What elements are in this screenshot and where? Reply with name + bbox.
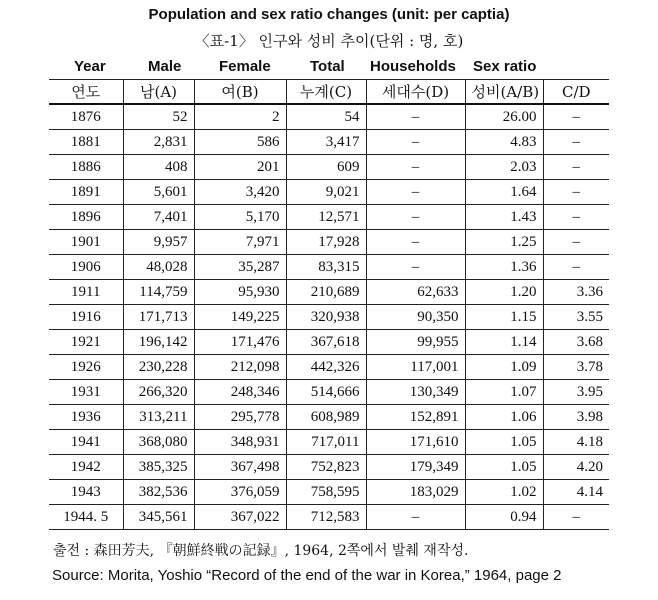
- cell-c-d: 3.36: [543, 280, 609, 305]
- cell-male: 52: [123, 104, 194, 130]
- cell-sex-ratio: 1.02: [465, 480, 543, 505]
- cell-sex-ratio: 4.83: [465, 130, 543, 155]
- korean-title: 〈표-1〉 인구와 성비 추이(단위 : 명, 호): [194, 32, 464, 50]
- table-row: [49, 355, 609, 380]
- cell-female: 35,287: [194, 255, 286, 280]
- cell-sex-ratio: 1.36: [465, 255, 543, 280]
- cell-total: 12,571: [286, 205, 366, 230]
- cell-male: 313,211: [123, 405, 194, 430]
- cell-male: 7,401: [123, 205, 194, 230]
- cell-total: 9,021: [286, 180, 366, 205]
- cell-sex-ratio: 1.05: [465, 430, 543, 455]
- cell-female: 201: [194, 155, 286, 180]
- cell-c-d: –: [543, 255, 609, 280]
- english-header-female: Female: [219, 58, 271, 75]
- cell-year: 1886: [49, 155, 123, 180]
- cell-female: 248,346: [194, 380, 286, 405]
- cell-households: 171,610: [366, 430, 465, 455]
- cell-c-d: –: [543, 230, 609, 255]
- cell-households: 117,001: [366, 355, 465, 380]
- cell-total: 210,689: [286, 280, 366, 305]
- cell-c-d: 3.78: [543, 355, 609, 380]
- cell-c-d: 3.55: [543, 305, 609, 330]
- cell-total: 609: [286, 155, 366, 180]
- cell-female: 149,225: [194, 305, 286, 330]
- cell-year: 1876: [49, 104, 123, 130]
- cell-year: 1936: [49, 405, 123, 430]
- table-header-row: [49, 80, 609, 105]
- cell-male: 345,561: [123, 505, 194, 530]
- cell-sex-ratio: 1.07: [465, 380, 543, 405]
- cell-total: 3,417: [286, 130, 366, 155]
- cell-female: 7,971: [194, 230, 286, 255]
- cell-female: 2: [194, 104, 286, 130]
- cell-total: 752,823: [286, 455, 366, 480]
- cell-female: 586: [194, 130, 286, 155]
- cell-female: 367,498: [194, 455, 286, 480]
- cell-households: –: [366, 180, 465, 205]
- cell-households: –: [366, 505, 465, 530]
- cell-male: 408: [123, 155, 194, 180]
- cell-sex-ratio: 1.64: [465, 180, 543, 205]
- cell-c-d: 3.68: [543, 330, 609, 355]
- cell-female: 367,022: [194, 505, 286, 530]
- cell-total: 17,928: [286, 230, 366, 255]
- cell-male: 368,080: [123, 430, 194, 455]
- table-row: [49, 380, 609, 405]
- cell-year: 1944. 5: [49, 505, 123, 530]
- cell-sex-ratio: 1.25: [465, 230, 543, 255]
- table-row: [49, 430, 609, 455]
- english-source-note: Source: Morita, Yoshio “Record of the end of the war in Korea,” 1964, page 2: [52, 567, 562, 584]
- cell-male: 171,713: [123, 305, 194, 330]
- cell-male: 382,536: [123, 480, 194, 505]
- cell-c-d: –: [543, 180, 609, 205]
- table-row: [49, 205, 609, 230]
- table-row: [49, 180, 609, 205]
- cell-sex-ratio: 1.43: [465, 205, 543, 230]
- cell-c-d: 4.20: [543, 455, 609, 480]
- cell-total: 54: [286, 104, 366, 130]
- cell-households: 183,029: [366, 480, 465, 505]
- english-column-headers: [0, 58, 658, 80]
- cell-total: 83,315: [286, 255, 366, 280]
- cell-total: 712,583: [286, 505, 366, 530]
- table-row: [49, 455, 609, 480]
- cell-male: 9,957: [123, 230, 194, 255]
- cell-year: 1926: [49, 355, 123, 380]
- cell-c-d: –: [543, 505, 609, 530]
- cell-c-d: 3.95: [543, 380, 609, 405]
- cell-c-d: –: [543, 205, 609, 230]
- cell-male: 196,142: [123, 330, 194, 355]
- cell-year: 1941: [49, 430, 123, 455]
- korean-source-note: 출전 : 森田芳夫, 『朝鮮終戦の記録』, 1964, 2쪽에서 발췌 재작성.: [53, 543, 469, 559]
- cell-year: 1911: [49, 280, 123, 305]
- cell-c-d: –: [543, 155, 609, 180]
- cell-year: 1931: [49, 380, 123, 405]
- table-row: [49, 405, 609, 430]
- table-row: [49, 130, 609, 155]
- cell-households: –: [366, 104, 465, 130]
- cell-total: 514,666: [286, 380, 366, 405]
- header-households: 세대수(D): [366, 80, 465, 105]
- cell-male: 266,320: [123, 380, 194, 405]
- cell-households: 179,349: [366, 455, 465, 480]
- cell-total: 758,595: [286, 480, 366, 505]
- cell-year: 1906: [49, 255, 123, 280]
- cell-sex-ratio: 1.20: [465, 280, 543, 305]
- cell-total: 320,938: [286, 305, 366, 330]
- cell-c-d: 4.14: [543, 480, 609, 505]
- cell-households: 152,891: [366, 405, 465, 430]
- cell-c-d: –: [543, 130, 609, 155]
- table-row: [49, 330, 609, 355]
- cell-total: 442,326: [286, 355, 366, 380]
- table-row: [49, 104, 609, 130]
- cell-year: 1921: [49, 330, 123, 355]
- header-male: 남(A): [123, 80, 194, 105]
- cell-year: 1943: [49, 480, 123, 505]
- cell-female: 95,930: [194, 280, 286, 305]
- cell-male: 230,228: [123, 355, 194, 380]
- cell-total: 717,011: [286, 430, 366, 455]
- english-header-total: Total: [310, 58, 345, 75]
- english-header-year: Year: [74, 58, 106, 75]
- cell-year: 1942: [49, 455, 123, 480]
- cell-male: 385,325: [123, 455, 194, 480]
- cell-households: –: [366, 130, 465, 155]
- cell-year: 1881: [49, 130, 123, 155]
- english-header-households: Households: [370, 58, 456, 75]
- cell-sex-ratio: 1.05: [465, 455, 543, 480]
- table-row: [49, 155, 609, 180]
- cell-households: –: [366, 155, 465, 180]
- cell-year: 1896: [49, 205, 123, 230]
- cell-sex-ratio: 26.00: [465, 104, 543, 130]
- table-row: [49, 480, 609, 505]
- header-year: 연도: [49, 80, 123, 105]
- population-table: [49, 79, 609, 530]
- cell-c-d: 4.18: [543, 430, 609, 455]
- table-row: [49, 255, 609, 280]
- cell-year: 1916: [49, 305, 123, 330]
- cell-male: 2,831: [123, 130, 194, 155]
- table-row: [49, 505, 609, 530]
- cell-households: 99,955: [366, 330, 465, 355]
- table-row: [49, 305, 609, 330]
- header-c-d: C/D: [543, 80, 609, 105]
- cell-male: 114,759: [123, 280, 194, 305]
- cell-female: 376,059: [194, 480, 286, 505]
- table-row: [49, 230, 609, 255]
- cell-sex-ratio: 0.94: [465, 505, 543, 530]
- english-header-male: Male: [148, 58, 182, 75]
- header-sex-ratio: 성비(A/B): [465, 80, 543, 105]
- cell-households: –: [366, 205, 465, 230]
- cell-female: 171,476: [194, 330, 286, 355]
- cell-male: 48,028: [123, 255, 194, 280]
- cell-female: 3,420: [194, 180, 286, 205]
- cell-year: 1901: [49, 230, 123, 255]
- header-female: 여(B): [194, 80, 286, 105]
- cell-male: 5,601: [123, 180, 194, 205]
- cell-households: –: [366, 255, 465, 280]
- cell-female: 5,170: [194, 205, 286, 230]
- cell-sex-ratio: 2.03: [465, 155, 543, 180]
- english-title: Population and sex ratio changes (unit: per captia): [148, 6, 510, 23]
- cell-total: 367,618: [286, 330, 366, 355]
- cell-c-d: 3.98: [543, 405, 609, 430]
- cell-sex-ratio: 1.15: [465, 305, 543, 330]
- cell-year: 1891: [49, 180, 123, 205]
- english-header-sex-ratio: Sex ratio: [473, 58, 537, 75]
- cell-sex-ratio: 1.09: [465, 355, 543, 380]
- cell-households: –: [366, 230, 465, 255]
- cell-total: 608,989: [286, 405, 366, 430]
- cell-sex-ratio: 1.06: [465, 405, 543, 430]
- table-row: [49, 280, 609, 305]
- cell-female: 295,778: [194, 405, 286, 430]
- cell-households: 90,350: [366, 305, 465, 330]
- cell-households: 62,633: [366, 280, 465, 305]
- table-body: [49, 104, 609, 530]
- cell-c-d: –: [543, 104, 609, 130]
- cell-households: 130,349: [366, 380, 465, 405]
- header-total: 누계(C): [286, 80, 366, 105]
- cell-female: 348,931: [194, 430, 286, 455]
- cell-female: 212,098: [194, 355, 286, 380]
- cell-sex-ratio: 1.14: [465, 330, 543, 355]
